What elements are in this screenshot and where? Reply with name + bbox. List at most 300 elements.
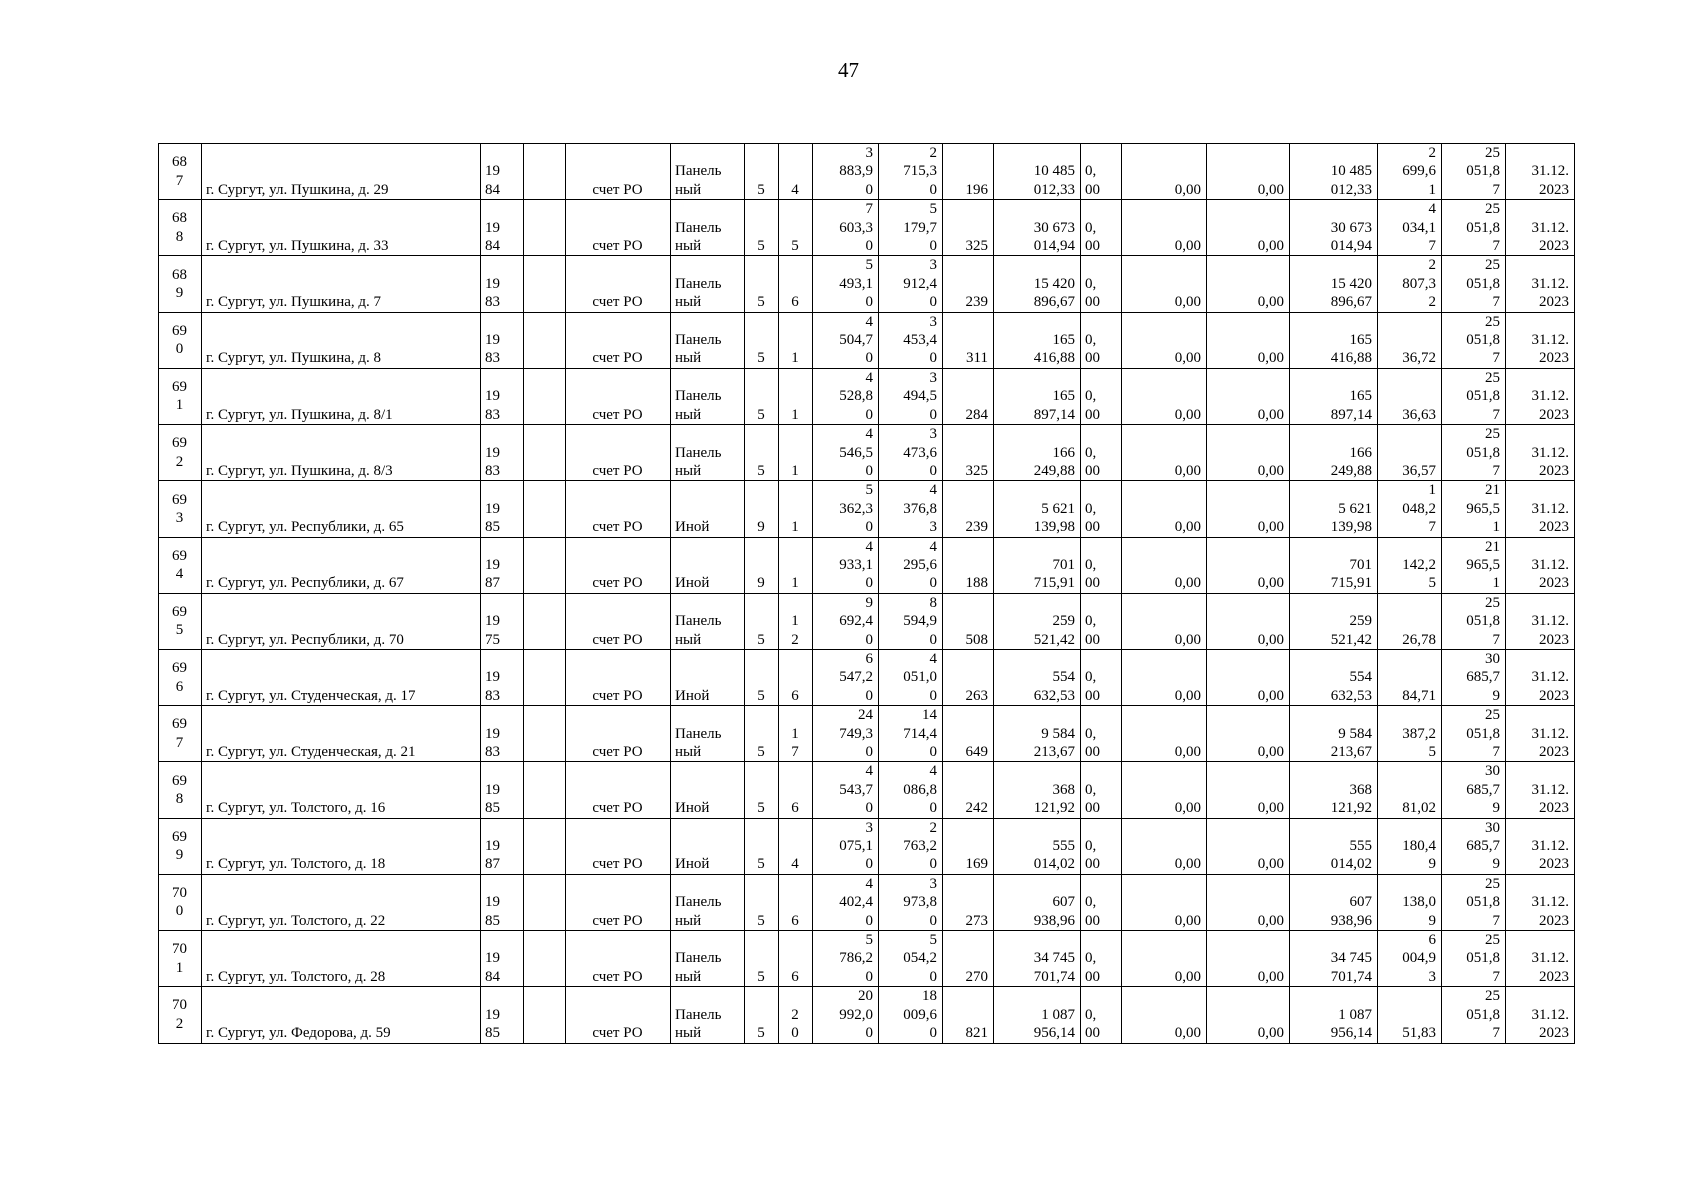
total-area-cell: 3 883,9 0 bbox=[813, 144, 879, 200]
cost-c-cell: 0,00 bbox=[1207, 931, 1290, 987]
fund-cost-cell: 34 745 701,74 bbox=[1290, 931, 1378, 987]
cost-b-cell: 0,00 bbox=[1122, 762, 1207, 818]
cost-c-cell: 0,00 bbox=[1207, 706, 1290, 762]
year-cell: 19 84 bbox=[481, 200, 524, 256]
fund-cost-cell: 9 584 213,67 bbox=[1290, 706, 1378, 762]
total-cost-cell: 15 420 896,67 bbox=[994, 256, 1081, 312]
table-row bbox=[159, 987, 1575, 1043]
wall-material-cell: Иной bbox=[671, 537, 745, 593]
empty-cell bbox=[524, 312, 566, 368]
floors-cell: 9 bbox=[745, 537, 779, 593]
year-cell: 19 87 bbox=[481, 818, 524, 874]
address-cell: г. Сургут, ул. Студенческая, д. 21 bbox=[202, 706, 481, 762]
entrances-cell: 6 bbox=[779, 931, 813, 987]
wall-material-cell: Панель ный bbox=[671, 874, 745, 930]
completion-date-cell: 31.12. 2023 bbox=[1506, 481, 1575, 537]
residents-cell: 284 bbox=[943, 368, 994, 424]
empty-cell bbox=[524, 368, 566, 424]
completion-date-cell: 31.12. 2023 bbox=[1506, 144, 1575, 200]
year-cell: 19 85 bbox=[481, 874, 524, 930]
unit-cost-cell: 1 048,2 7 bbox=[1378, 481, 1442, 537]
total-area-cell: 4 933,1 0 bbox=[813, 537, 879, 593]
residents-cell: 311 bbox=[943, 312, 994, 368]
cost-b-cell: 0,00 bbox=[1122, 593, 1207, 649]
empty-cell bbox=[524, 537, 566, 593]
unit-cost-cell: 36,63 bbox=[1378, 368, 1442, 424]
year-cell: 19 84 bbox=[481, 931, 524, 987]
address-cell: г. Сургут, ул. Пушкина, д. 29 bbox=[202, 144, 481, 200]
row-number: 69 7 bbox=[159, 706, 202, 762]
entrances-cell: 1 bbox=[779, 481, 813, 537]
residents-cell: 649 bbox=[943, 706, 994, 762]
address-cell: г. Сургут, ул. Толстого, д. 16 bbox=[202, 762, 481, 818]
cost-b-cell: 0,00 bbox=[1122, 818, 1207, 874]
wall-material-cell: Иной bbox=[671, 649, 745, 705]
total-area-cell: 24 749,3 0 bbox=[813, 706, 879, 762]
empty-cell bbox=[524, 649, 566, 705]
unit-cost-cell: 84,71 bbox=[1378, 649, 1442, 705]
wall-material-cell: Панель ный bbox=[671, 706, 745, 762]
table-row bbox=[159, 312, 1575, 368]
floors-cell: 5 bbox=[745, 593, 779, 649]
table-row bbox=[159, 144, 1575, 200]
entrances-cell: 1 2 bbox=[779, 593, 813, 649]
total-area-cell: 5 786,2 0 bbox=[813, 931, 879, 987]
cost-c-cell: 0,00 bbox=[1207, 987, 1290, 1043]
cost-a-cell: 0, 00 bbox=[1081, 200, 1122, 256]
total-cost-cell: 701 715,91 bbox=[994, 537, 1081, 593]
completion-date-cell: 31.12. 2023 bbox=[1506, 706, 1575, 762]
year-cell: 19 83 bbox=[481, 256, 524, 312]
completion-date-cell: 31.12. 2023 bbox=[1506, 537, 1575, 593]
completion-date-cell: 31.12. 2023 bbox=[1506, 931, 1575, 987]
address-cell: г. Сургут, ул. Федорова, д. 59 bbox=[202, 987, 481, 1043]
residents-cell: 508 bbox=[943, 593, 994, 649]
floors-cell: 5 bbox=[745, 256, 779, 312]
floors-cell: 5 bbox=[745, 425, 779, 481]
fund-cost-cell: 1 087 956,14 bbox=[1290, 987, 1378, 1043]
cost-c-cell: 0,00 bbox=[1207, 649, 1290, 705]
entrances-cell: 5 bbox=[779, 200, 813, 256]
wall-material-cell: Панель ный bbox=[671, 987, 745, 1043]
cost-a-cell: 0, 00 bbox=[1081, 706, 1122, 762]
wall-material-cell: Панель ный bbox=[671, 425, 745, 481]
cost-b-cell: 0,00 bbox=[1122, 649, 1207, 705]
table-row bbox=[159, 537, 1575, 593]
fund-method-cell: счет РО bbox=[566, 144, 671, 200]
year-cell: 19 75 bbox=[481, 593, 524, 649]
limit-cost-cell: 25 051,8 7 bbox=[1442, 706, 1506, 762]
residents-cell: 325 bbox=[943, 425, 994, 481]
row-number: 69 4 bbox=[159, 537, 202, 593]
total-area-cell: 7 603,3 0 bbox=[813, 200, 879, 256]
empty-cell bbox=[524, 706, 566, 762]
total-area-cell: 5 362,3 0 bbox=[813, 481, 879, 537]
cost-b-cell: 0,00 bbox=[1122, 368, 1207, 424]
row-number: 70 0 bbox=[159, 874, 202, 930]
fund-cost-cell: 165 897,14 bbox=[1290, 368, 1378, 424]
year-cell: 19 87 bbox=[481, 537, 524, 593]
cost-a-cell: 0, 00 bbox=[1081, 818, 1122, 874]
cost-b-cell: 0,00 bbox=[1122, 874, 1207, 930]
unit-cost-cell: 26,78 bbox=[1378, 593, 1442, 649]
fund-method-cell: счет РО bbox=[566, 537, 671, 593]
row-number: 69 2 bbox=[159, 425, 202, 481]
empty-cell bbox=[524, 200, 566, 256]
empty-cell bbox=[524, 874, 566, 930]
cost-c-cell: 0,00 bbox=[1207, 144, 1290, 200]
total-cost-cell: 34 745 701,74 bbox=[994, 931, 1081, 987]
floors-cell: 5 bbox=[745, 931, 779, 987]
unit-cost-cell: 2 699,6 1 bbox=[1378, 144, 1442, 200]
year-cell: 19 83 bbox=[481, 425, 524, 481]
cost-b-cell: 0,00 bbox=[1122, 256, 1207, 312]
total-cost-cell: 259 521,42 bbox=[994, 593, 1081, 649]
floors-cell: 9 bbox=[745, 481, 779, 537]
row-number: 69 9 bbox=[159, 818, 202, 874]
limit-cost-cell: 25 051,8 7 bbox=[1442, 200, 1506, 256]
fund-method-cell: счет РО bbox=[566, 649, 671, 705]
entrances-cell: 6 bbox=[779, 874, 813, 930]
living-area-cell: 5 179,7 0 bbox=[879, 200, 943, 256]
entrances-cell: 6 bbox=[779, 256, 813, 312]
fund-method-cell: счет РО bbox=[566, 200, 671, 256]
wall-material-cell: Панель ный bbox=[671, 200, 745, 256]
entrances-cell: 1 bbox=[779, 312, 813, 368]
cost-a-cell: 0, 00 bbox=[1081, 256, 1122, 312]
cost-a-cell: 0, 00 bbox=[1081, 144, 1122, 200]
table-row bbox=[159, 874, 1575, 930]
cost-a-cell: 0, 00 bbox=[1081, 593, 1122, 649]
fund-method-cell: счет РО bbox=[566, 256, 671, 312]
cost-a-cell: 0, 00 bbox=[1081, 649, 1122, 705]
fund-cost-cell: 10 485 012,33 bbox=[1290, 144, 1378, 200]
address-cell: г. Сургут, ул. Пушкина, д. 8/1 bbox=[202, 368, 481, 424]
living-area-cell: 3 473,6 0 bbox=[879, 425, 943, 481]
fund-method-cell: счет РО bbox=[566, 987, 671, 1043]
row-number: 70 2 bbox=[159, 987, 202, 1043]
cost-c-cell: 0,00 bbox=[1207, 762, 1290, 818]
limit-cost-cell: 25 051,8 7 bbox=[1442, 144, 1506, 200]
total-area-cell: 4 546,5 0 bbox=[813, 425, 879, 481]
living-area-cell: 2 715,3 0 bbox=[879, 144, 943, 200]
unit-cost-cell: 142,2 5 bbox=[1378, 537, 1442, 593]
fund-cost-cell: 30 673 014,94 bbox=[1290, 200, 1378, 256]
empty-cell bbox=[524, 256, 566, 312]
empty-cell bbox=[524, 425, 566, 481]
address-cell: г. Сургут, ул. Пушкина, д. 7 bbox=[202, 256, 481, 312]
floors-cell: 5 bbox=[745, 368, 779, 424]
residents-cell: 188 bbox=[943, 537, 994, 593]
cost-c-cell: 0,00 bbox=[1207, 481, 1290, 537]
floors-cell: 5 bbox=[745, 649, 779, 705]
cost-b-cell: 0,00 bbox=[1122, 931, 1207, 987]
fund-cost-cell: 607 938,96 bbox=[1290, 874, 1378, 930]
entrances-cell: 6 bbox=[779, 762, 813, 818]
unit-cost-cell: 81,02 bbox=[1378, 762, 1442, 818]
total-cost-cell: 607 938,96 bbox=[994, 874, 1081, 930]
residents-cell: 263 bbox=[943, 649, 994, 705]
living-area-cell: 3 912,4 0 bbox=[879, 256, 943, 312]
unit-cost-cell: 2 807,3 2 bbox=[1378, 256, 1442, 312]
housing-register-table bbox=[158, 143, 1575, 1044]
fund-cost-cell: 554 632,53 bbox=[1290, 649, 1378, 705]
limit-cost-cell: 30 685,7 9 bbox=[1442, 649, 1506, 705]
address-cell: г. Сургут, ул. Республики, д. 65 bbox=[202, 481, 481, 537]
cost-b-cell: 0,00 bbox=[1122, 537, 1207, 593]
cost-a-cell: 0, 00 bbox=[1081, 425, 1122, 481]
row-number: 69 0 bbox=[159, 312, 202, 368]
floors-cell: 5 bbox=[745, 874, 779, 930]
fund-cost-cell: 166 249,88 bbox=[1290, 425, 1378, 481]
fund-method-cell: счет РО bbox=[566, 368, 671, 424]
completion-date-cell: 31.12. 2023 bbox=[1506, 425, 1575, 481]
row-number: 69 5 bbox=[159, 593, 202, 649]
year-cell: 19 83 bbox=[481, 312, 524, 368]
entrances-cell: 1 bbox=[779, 425, 813, 481]
table-row bbox=[159, 762, 1575, 818]
unit-cost-cell: 4 034,1 7 bbox=[1378, 200, 1442, 256]
residents-cell: 242 bbox=[943, 762, 994, 818]
completion-date-cell: 31.12. 2023 bbox=[1506, 200, 1575, 256]
fund-cost-cell: 259 521,42 bbox=[1290, 593, 1378, 649]
completion-date-cell: 31.12. 2023 bbox=[1506, 874, 1575, 930]
fund-method-cell: счет РО bbox=[566, 874, 671, 930]
total-cost-cell: 165 416,88 bbox=[994, 312, 1081, 368]
cost-a-cell: 0, 00 bbox=[1081, 874, 1122, 930]
cost-b-cell: 0,00 bbox=[1122, 200, 1207, 256]
cost-b-cell: 0,00 bbox=[1122, 312, 1207, 368]
table-row bbox=[159, 368, 1575, 424]
residents-cell: 270 bbox=[943, 931, 994, 987]
fund-method-cell: счет РО bbox=[566, 425, 671, 481]
total-cost-cell: 165 897,14 bbox=[994, 368, 1081, 424]
floors-cell: 5 bbox=[745, 706, 779, 762]
wall-material-cell: Иной bbox=[671, 818, 745, 874]
year-cell: 19 85 bbox=[481, 987, 524, 1043]
limit-cost-cell: 25 051,8 7 bbox=[1442, 368, 1506, 424]
unit-cost-cell: 180,4 9 bbox=[1378, 818, 1442, 874]
total-cost-cell: 5 621 139,98 bbox=[994, 481, 1081, 537]
fund-method-cell: счет РО bbox=[566, 312, 671, 368]
total-area-cell: 6 547,2 0 bbox=[813, 649, 879, 705]
unit-cost-cell: 36,57 bbox=[1378, 425, 1442, 481]
fund-cost-cell: 555 014,02 bbox=[1290, 818, 1378, 874]
living-area-cell: 14 714,4 0 bbox=[879, 706, 943, 762]
table-row bbox=[159, 706, 1575, 762]
fund-method-cell: счет РО bbox=[566, 762, 671, 818]
cost-a-cell: 0, 00 bbox=[1081, 987, 1122, 1043]
floors-cell: 5 bbox=[745, 762, 779, 818]
residents-cell: 239 bbox=[943, 256, 994, 312]
cost-a-cell: 0, 00 bbox=[1081, 537, 1122, 593]
address-cell: г. Сургут, ул. Пушкина, д. 8/3 bbox=[202, 425, 481, 481]
residents-cell: 169 bbox=[943, 818, 994, 874]
fund-method-cell: счет РО bbox=[566, 931, 671, 987]
cost-c-cell: 0,00 bbox=[1207, 312, 1290, 368]
cost-c-cell: 0,00 bbox=[1207, 425, 1290, 481]
limit-cost-cell: 25 051,8 7 bbox=[1442, 425, 1506, 481]
address-cell: г. Сургут, ул. Студенческая, д. 17 bbox=[202, 649, 481, 705]
completion-date-cell: 31.12. 2023 bbox=[1506, 256, 1575, 312]
address-cell: г. Сургут, ул. Пушкина, д. 8 bbox=[202, 312, 481, 368]
fund-method-cell: счет РО bbox=[566, 593, 671, 649]
cost-c-cell: 0,00 bbox=[1207, 593, 1290, 649]
row-number: 68 7 bbox=[159, 144, 202, 200]
wall-material-cell: Панель ный bbox=[671, 593, 745, 649]
address-cell: г. Сургут, ул. Толстого, д. 28 bbox=[202, 931, 481, 987]
unit-cost-cell: 6 004,9 3 bbox=[1378, 931, 1442, 987]
empty-cell bbox=[524, 144, 566, 200]
address-cell: г. Сургут, ул. Толстого, д. 22 bbox=[202, 874, 481, 930]
fund-cost-cell: 5 621 139,98 bbox=[1290, 481, 1378, 537]
year-cell: 19 83 bbox=[481, 368, 524, 424]
address-cell: г. Сургут, ул. Республики, д. 67 bbox=[202, 537, 481, 593]
address-cell: г. Сургут, ул. Толстого, д. 18 bbox=[202, 818, 481, 874]
entrances-cell: 4 bbox=[779, 818, 813, 874]
wall-material-cell: Иной bbox=[671, 762, 745, 818]
row-number: 68 9 bbox=[159, 256, 202, 312]
table-row bbox=[159, 593, 1575, 649]
limit-cost-cell: 25 051,8 7 bbox=[1442, 593, 1506, 649]
cost-c-cell: 0,00 bbox=[1207, 256, 1290, 312]
row-number: 69 3 bbox=[159, 481, 202, 537]
completion-date-cell: 31.12. 2023 bbox=[1506, 987, 1575, 1043]
address-cell: г. Сургут, ул. Республики, д. 70 bbox=[202, 593, 481, 649]
total-area-cell: 4 504,7 0 bbox=[813, 312, 879, 368]
cost-b-cell: 0,00 bbox=[1122, 425, 1207, 481]
limit-cost-cell: 30 685,7 9 bbox=[1442, 818, 1506, 874]
fund-cost-cell: 701 715,91 bbox=[1290, 537, 1378, 593]
cost-b-cell: 0,00 bbox=[1122, 706, 1207, 762]
entrances-cell: 4 bbox=[779, 144, 813, 200]
wall-material-cell: Иной bbox=[671, 481, 745, 537]
year-cell: 19 84 bbox=[481, 144, 524, 200]
cost-c-cell: 0,00 bbox=[1207, 874, 1290, 930]
limit-cost-cell: 25 051,8 7 bbox=[1442, 312, 1506, 368]
entrances-cell: 1 bbox=[779, 368, 813, 424]
floors-cell: 5 bbox=[745, 200, 779, 256]
row-number: 70 1 bbox=[159, 931, 202, 987]
cost-a-cell: 0, 00 bbox=[1081, 481, 1122, 537]
limit-cost-cell: 21 965,5 1 bbox=[1442, 537, 1506, 593]
residents-cell: 325 bbox=[943, 200, 994, 256]
empty-cell bbox=[524, 481, 566, 537]
fund-cost-cell: 15 420 896,67 bbox=[1290, 256, 1378, 312]
completion-date-cell: 31.12. 2023 bbox=[1506, 312, 1575, 368]
total-cost-cell: 1 087 956,14 bbox=[994, 987, 1081, 1043]
row-number: 69 1 bbox=[159, 368, 202, 424]
fund-method-cell: счет РО bbox=[566, 481, 671, 537]
residents-cell: 273 bbox=[943, 874, 994, 930]
table-row bbox=[159, 200, 1575, 256]
empty-cell bbox=[524, 987, 566, 1043]
row-number: 68 8 bbox=[159, 200, 202, 256]
living-area-cell: 3 453,4 0 bbox=[879, 312, 943, 368]
total-cost-cell: 10 485 012,33 bbox=[994, 144, 1081, 200]
wall-material-cell: Панель ный bbox=[671, 256, 745, 312]
fund-cost-cell: 368 121,92 bbox=[1290, 762, 1378, 818]
total-area-cell: 20 992,0 0 bbox=[813, 987, 879, 1043]
empty-cell bbox=[524, 762, 566, 818]
wall-material-cell: Панель ный bbox=[671, 144, 745, 200]
table-row bbox=[159, 481, 1575, 537]
table-row bbox=[159, 931, 1575, 987]
cost-a-cell: 0, 00 bbox=[1081, 931, 1122, 987]
floors-cell: 5 bbox=[745, 818, 779, 874]
unit-cost-cell: 36,72 bbox=[1378, 312, 1442, 368]
address-cell: г. Сургут, ул. Пушкина, д. 33 bbox=[202, 200, 481, 256]
empty-cell bbox=[524, 593, 566, 649]
residents-cell: 821 bbox=[943, 987, 994, 1043]
fund-method-cell: счет РО bbox=[566, 706, 671, 762]
row-number: 69 8 bbox=[159, 762, 202, 818]
completion-date-cell: 31.12. 2023 bbox=[1506, 762, 1575, 818]
unit-cost-cell: 138,0 9 bbox=[1378, 874, 1442, 930]
cost-b-cell: 0,00 bbox=[1122, 987, 1207, 1043]
living-area-cell: 3 973,8 0 bbox=[879, 874, 943, 930]
cost-c-cell: 0,00 bbox=[1207, 200, 1290, 256]
living-area-cell: 8 594,9 0 bbox=[879, 593, 943, 649]
cost-c-cell: 0,00 bbox=[1207, 368, 1290, 424]
wall-material-cell: Панель ный bbox=[671, 368, 745, 424]
total-area-cell: 4 528,8 0 bbox=[813, 368, 879, 424]
total-area-cell: 3 075,1 0 bbox=[813, 818, 879, 874]
year-cell: 19 85 bbox=[481, 481, 524, 537]
total-area-cell: 4 402,4 0 bbox=[813, 874, 879, 930]
limit-cost-cell: 25 051,8 7 bbox=[1442, 874, 1506, 930]
floors-cell: 5 bbox=[745, 312, 779, 368]
floors-cell: 5 bbox=[745, 144, 779, 200]
entrances-cell: 2 0 bbox=[779, 987, 813, 1043]
living-area-cell: 4 376,8 3 bbox=[879, 481, 943, 537]
completion-date-cell: 31.12. 2023 bbox=[1506, 593, 1575, 649]
limit-cost-cell: 30 685,7 9 bbox=[1442, 762, 1506, 818]
fund-method-cell: счет РО bbox=[566, 818, 671, 874]
total-cost-cell: 9 584 213,67 bbox=[994, 706, 1081, 762]
completion-date-cell: 31.12. 2023 bbox=[1506, 368, 1575, 424]
empty-cell bbox=[524, 818, 566, 874]
living-area-cell: 4 295,6 0 bbox=[879, 537, 943, 593]
total-cost-cell: 554 632,53 bbox=[994, 649, 1081, 705]
living-area-cell: 5 054,2 0 bbox=[879, 931, 943, 987]
cost-b-cell: 0,00 bbox=[1122, 144, 1207, 200]
total-cost-cell: 166 249,88 bbox=[994, 425, 1081, 481]
living-area-cell: 18 009,6 0 bbox=[879, 987, 943, 1043]
total-cost-cell: 368 121,92 bbox=[994, 762, 1081, 818]
year-cell: 19 85 bbox=[481, 762, 524, 818]
total-area-cell: 4 543,7 0 bbox=[813, 762, 879, 818]
table-row bbox=[159, 256, 1575, 312]
cost-c-cell: 0,00 bbox=[1207, 537, 1290, 593]
residents-cell: 196 bbox=[943, 144, 994, 200]
cost-a-cell: 0, 00 bbox=[1081, 368, 1122, 424]
wall-material-cell: Панель ный bbox=[671, 931, 745, 987]
year-cell: 19 83 bbox=[481, 649, 524, 705]
table-row bbox=[159, 818, 1575, 874]
wall-material-cell: Панель ный bbox=[671, 312, 745, 368]
limit-cost-cell: 21 965,5 1 bbox=[1442, 481, 1506, 537]
completion-date-cell: 31.12. 2023 bbox=[1506, 649, 1575, 705]
limit-cost-cell: 25 051,8 7 bbox=[1442, 931, 1506, 987]
entrances-cell: 1 bbox=[779, 537, 813, 593]
cost-a-cell: 0, 00 bbox=[1081, 312, 1122, 368]
table-row bbox=[159, 425, 1575, 481]
limit-cost-cell: 25 051,8 7 bbox=[1442, 256, 1506, 312]
fund-cost-cell: 165 416,88 bbox=[1290, 312, 1378, 368]
limit-cost-cell: 25 051,8 7 bbox=[1442, 987, 1506, 1043]
unit-cost-cell: 51,83 bbox=[1378, 987, 1442, 1043]
